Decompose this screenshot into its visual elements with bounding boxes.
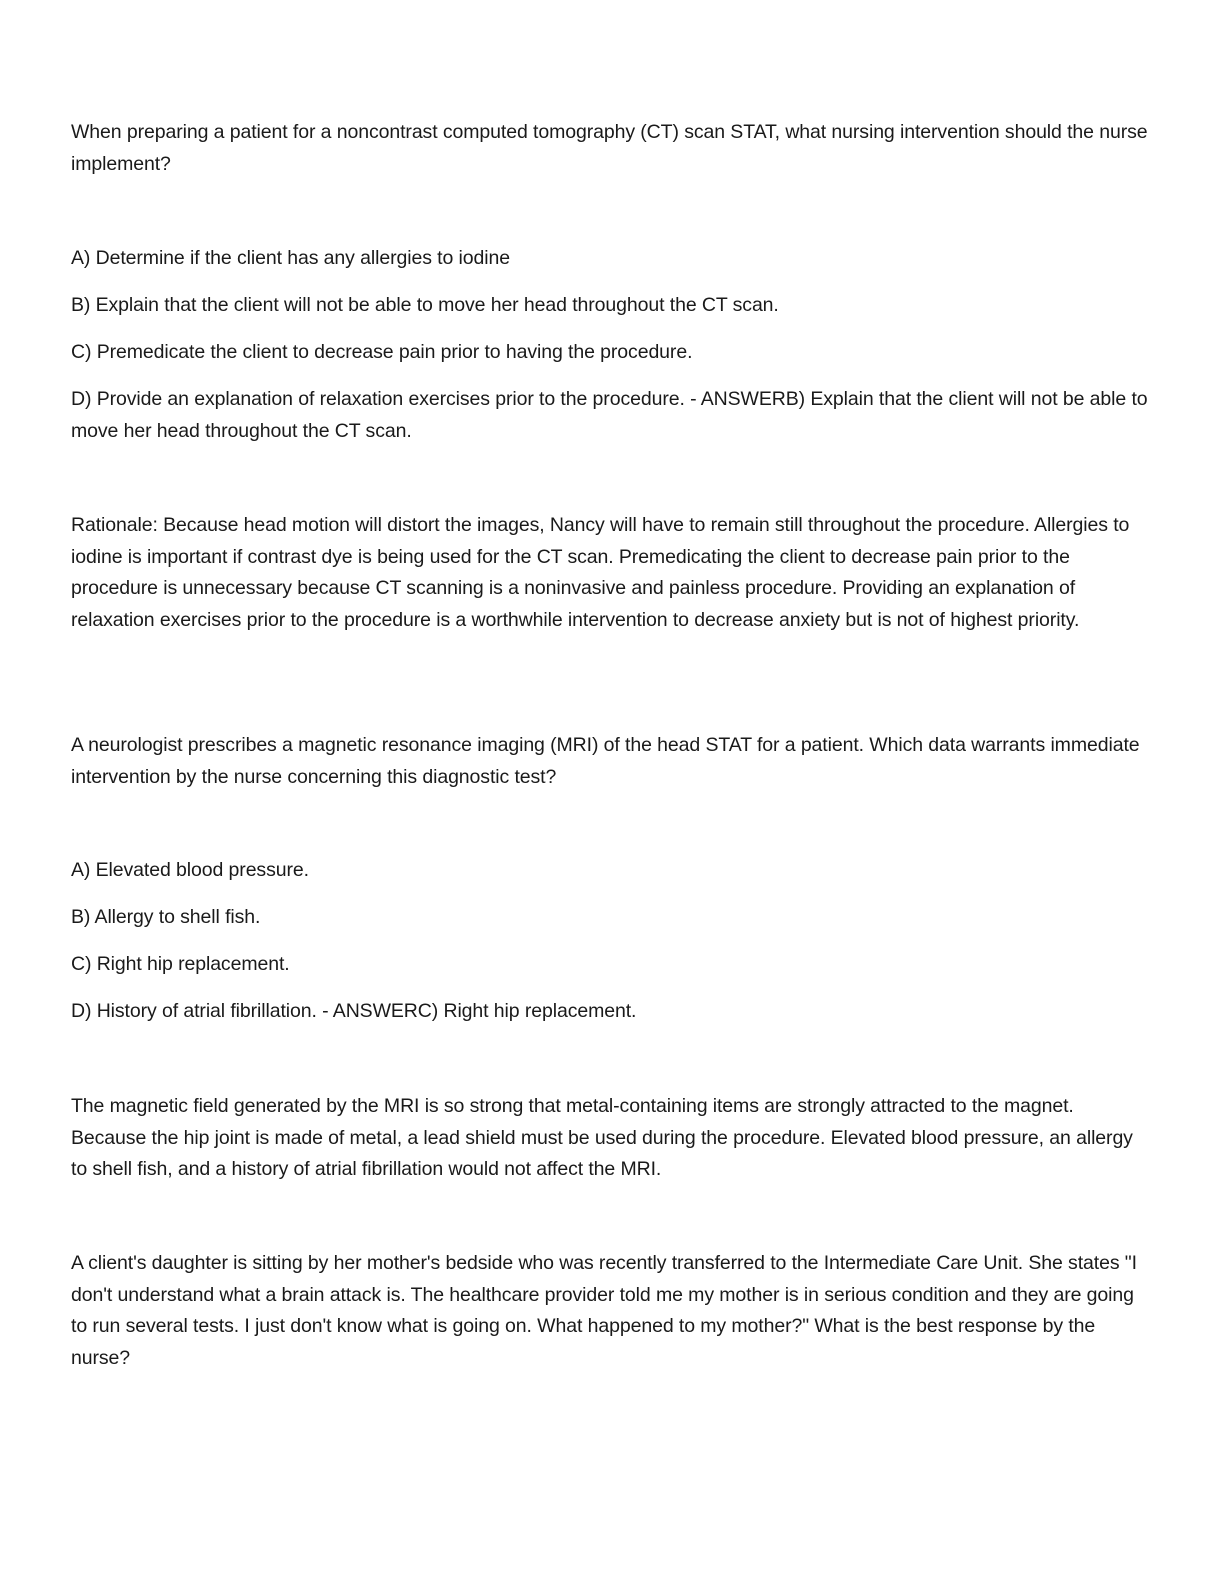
q3-question: A client's daughter is sitting by her mother's bedside who was recently transferred to the Intermediate Care Unit. She states "I don't understand what a brain attack is. The healthcare provider told me my mother is in serious condition and they are going to run several tests. I just don't know what is going on. What happened to my mother?" What is the best response by the nurse? [71,1252,1137,1369]
q1-rationale: Rationale: Because head motion will distort the images, Nancy will have to remain still throughout the procedure. Allergies to iodine is important if contrast dye is being used for the CT scan. Premedicating the client to decrease pain prior to the procedure is unnecessary because CT scanning is a noninvasive and painless procedure. Providing an explanation of relaxation exercises prior to the procedure is a worthwhile intervention to decrease anxiety but is not of highest priority. [71,514,1130,631]
q2-option-a: A) Elevated blood pressure. [71,859,309,881]
q2-option-d-answer: D) History of atrial fibrillation. - ANSWERC) Right hip replacement. [71,1000,637,1022]
q1-question: When preparing a patient for a noncontrast computed tomography (CT) scan STAT, what nursing intervention should the nurse implement? [71,121,1148,175]
q1-option-a: A) Determine if the client has any allergies to iodine [71,247,510,269]
q2-option-c: C) Right hip replacement. [71,953,290,975]
q1-option-b: B) Explain that the client will not be able to move her head throughout the CT scan. [71,294,779,316]
q2-question: A neurologist prescribes a magnetic resonance imaging (MRI) of the head STAT for a patient. Which data warrants immediate intervention by the nurse concerning this diagnostic test? [71,734,1140,788]
q1-option-c: C) Premedicate the client to decrease pain prior to having the procedure. [71,341,693,363]
q2-option-b: B) Allergy to shell fish. [71,906,261,928]
q1-option-d-answer: D) Provide an explanation of relaxation exercises prior to the procedure. - ANSWERB) Explain that the client will not be able to move her head throughout the CT scan. [71,388,1148,442]
q2-rationale: The magnetic field generated by the MRI is so strong that metal-containing items are strongly attracted to the magnet. Because the hip joint is made of metal, a lead shield must be used during the procedure. Elevated blood pressure, an allergy to shell fish, and a history of atrial fibrillation would not affect the MRI. [71,1095,1133,1180]
